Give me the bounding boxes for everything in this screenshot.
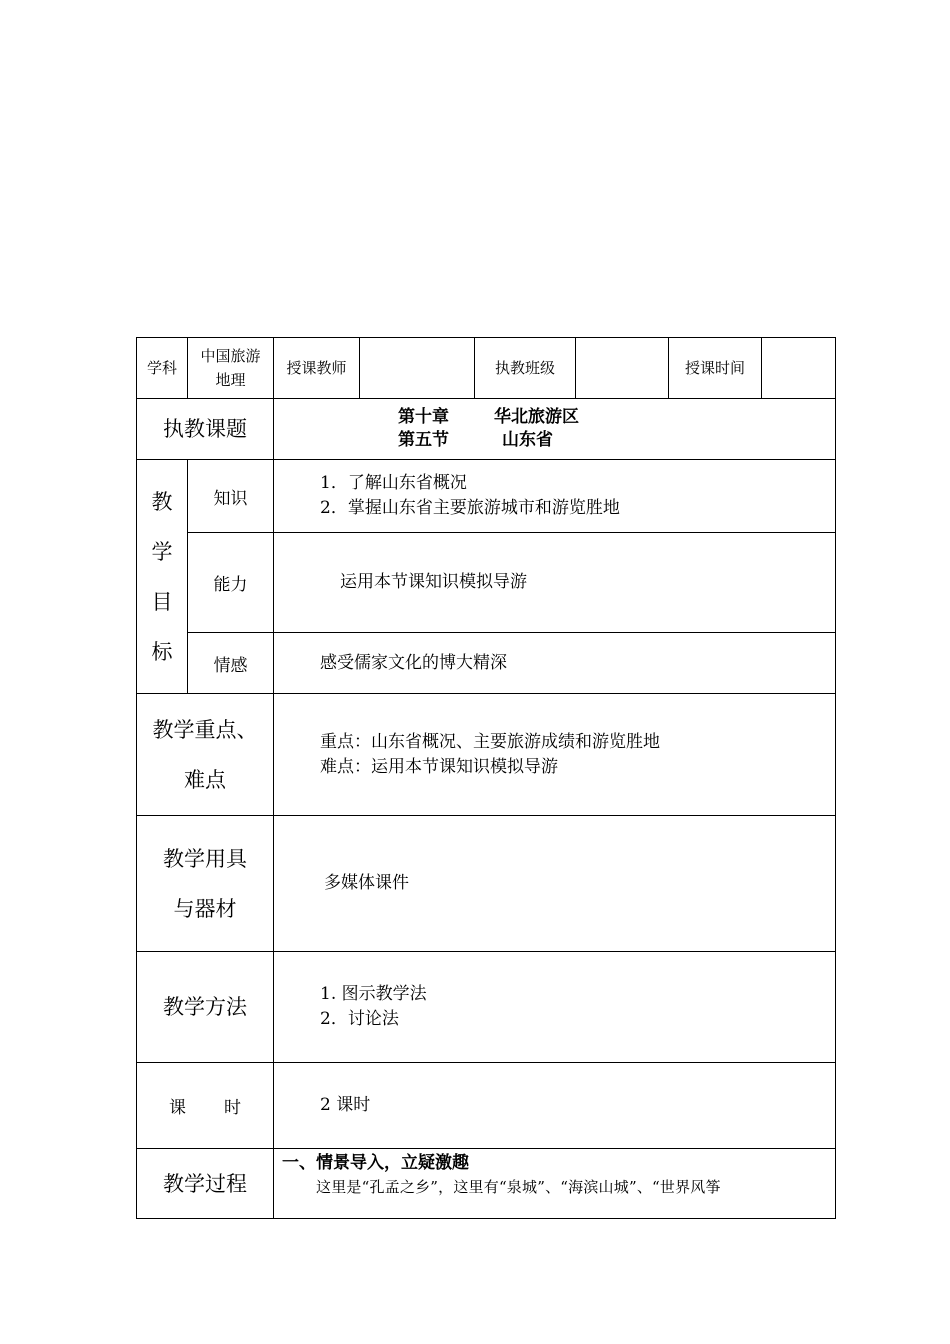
tools-row [137,816,836,952]
goal-ability-row [137,533,836,633]
process-label: 教学过程 [137,1149,274,1219]
knowledge-item: 1．了解山东省概况 [320,473,467,493]
knowledge-label: 知识 [188,460,274,533]
hours-label-char: 课 [169,1098,186,1118]
key-point-text: 重点：山东省概况、主要旅游成绩和游览胜地 [320,731,660,752]
ability-content: 运用本节课知识模拟导游 [274,533,836,633]
tools-label-line: 教学用具 [163,846,247,871]
knowledge-item: 2．掌握山东省主要旅游城市和游览胜地 [320,498,620,518]
methods-label: 教学方法 [137,952,274,1063]
topic-title [274,399,836,460]
section-number: 第五节 [398,430,449,450]
tools-label [137,816,274,952]
subject-label: 学科 [137,338,188,399]
emotion-label: 情感 [188,633,274,694]
time-value [762,338,836,399]
ability-label: 能力 [188,533,274,633]
hours-row [137,1063,836,1149]
key-points-label-line: 难点 [184,767,226,792]
methods-row [137,952,836,1063]
key-points-label [137,694,274,816]
key-points-label-line: 教学重点、 [152,717,258,742]
process-heading: 一、情景导入，立疑激趣 [282,1153,469,1173]
process-text: 这里是“孔孟之乡”，这里有“泉城”、“海滨山城”、“世界风筝 [316,1178,721,1196]
emotion-content: 感受儒家文化的博大精深 [274,633,836,694]
chapter-number: 第十章 [398,407,449,427]
goal-char: 教 [151,489,173,514]
tools-content: 多媒体课件 [274,816,836,952]
process-row [137,1149,836,1219]
process-content [274,1149,836,1219]
goal-char: 学 [151,539,173,564]
teacher-value [360,338,475,399]
hours-content: 2 课时 [274,1063,836,1149]
tools-label-line: 与器材 [173,896,237,921]
class-label: 执教班级 [475,338,576,399]
key-points-row [137,694,836,816]
methods-content [274,952,836,1063]
teacher-label: 授课教师 [274,338,360,399]
goal-emotion-row [137,633,836,694]
topic-label: 执教课题 [137,399,274,460]
hours-label [137,1063,274,1149]
lesson-plan-table [136,337,836,1219]
method-item: 2．讨论法 [320,1009,399,1029]
subject-value: 中国旅游地理 [188,338,274,399]
teaching-goals-label [137,460,188,694]
hours-label-char: 时 [224,1098,241,1118]
class-value [576,338,669,399]
difficulty-text: 难点：运用本节课知识模拟导游 [320,756,558,777]
method-item: 1. 图示教学法 [320,984,427,1004]
knowledge-content [274,460,836,533]
time-label: 授课时间 [669,338,762,399]
key-points-content [274,694,836,816]
goal-char: 标 [151,639,173,664]
goal-knowledge-row [137,460,836,533]
topic-row [137,399,836,460]
chapter-title: 华北旅游区 [494,407,579,427]
goal-char: 目 [151,589,173,614]
header-row [137,338,836,399]
section-title: 山东省 [502,430,553,450]
